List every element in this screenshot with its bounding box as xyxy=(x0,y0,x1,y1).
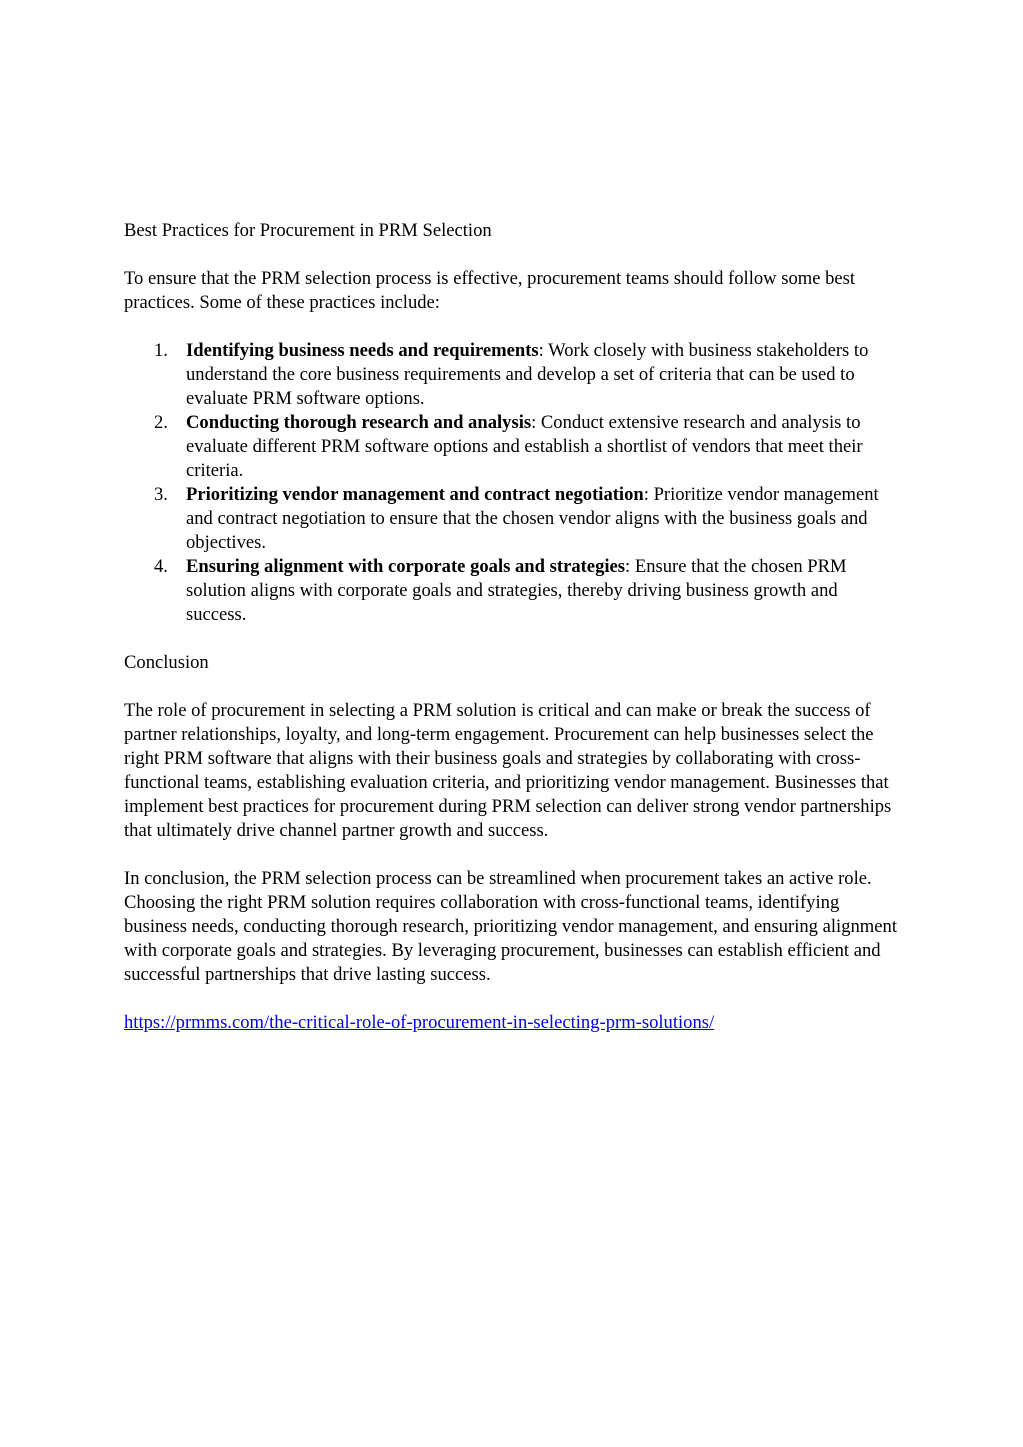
list-item xyxy=(124,555,902,627)
list-item-text: : Ensure that the chosen PRM solution aligns with corporate goals and strategies, thereby driving business growth and success. xyxy=(186,556,847,625)
list-item xyxy=(124,411,902,483)
list-item-title: Ensuring alignment with corporate goals and strategies xyxy=(186,556,626,577)
list-item-text: : Prioritize vendor management and contract negotiation to ensure that the chosen vendor aligns with the business goals and objectives. xyxy=(186,484,879,553)
conclusion-heading: Conclusion xyxy=(124,652,209,673)
source-link-line xyxy=(124,1011,902,1035)
list-item-text: : Work closely with business stakeholders to understand the core business requirements and develop a set of criteria that can be used to evaluate PRM software options. xyxy=(186,340,869,409)
list-number: 2. xyxy=(154,412,168,433)
list-item-text: : Conduct extensive research and analysis to evaluate different PRM software options and establish a shortlist of vendors that meet their criteria. xyxy=(186,412,863,481)
source-link[interactable]: https://prmms.com/the-critical-role-of-procurement-in-selecting-prm-solutions/ xyxy=(124,1012,715,1033)
document-body xyxy=(124,219,902,1035)
section-heading: Best Practices for Procurement in PRM Selection xyxy=(124,220,492,241)
list-number: 4. xyxy=(154,556,168,577)
list-number: 1. xyxy=(154,340,168,361)
list-item-title: Identifying business needs and requirements xyxy=(186,340,539,361)
best-practices-list xyxy=(124,339,902,627)
list-item xyxy=(124,483,902,555)
list-item xyxy=(124,339,902,411)
conclusion-paragraph: The role of procurement in selecting a PRM solution is critical and can make or break the success of partner relationships, loyalty, and long-term engagement. Procurement can help businesses select the right PRM software that aligns with their business goals and strategies by collaborating with cross-functional teams, establishing evaluation criteria, and prioritizing vendor management. Businesses that implement best practices for procurement during PRM selection can deliver strong vendor partnerships that ultimately drive channel partner growth and success. xyxy=(124,700,892,841)
conclusion-paragraph: In conclusion, the PRM selection process can be streamlined when procurement takes an active role. Choosing the right PRM solution requires collaboration with cross-functional teams, identifying business needs, conducting thorough research, prioritizing vendor management, and ensuring alignment with corporate goals and strategies. By leveraging procurement, businesses can establish efficient and successful partnerships that drive lasting success. xyxy=(124,868,897,985)
list-item-title: Prioritizing vendor management and contract negotiation xyxy=(186,484,644,505)
intro-paragraph: To ensure that the PRM selection process is effective, procurement teams should follow some best practices. Some of these practices include: xyxy=(124,268,856,313)
list-number: 3. xyxy=(154,484,168,505)
list-item-title: Conducting thorough research and analysis xyxy=(186,412,532,433)
